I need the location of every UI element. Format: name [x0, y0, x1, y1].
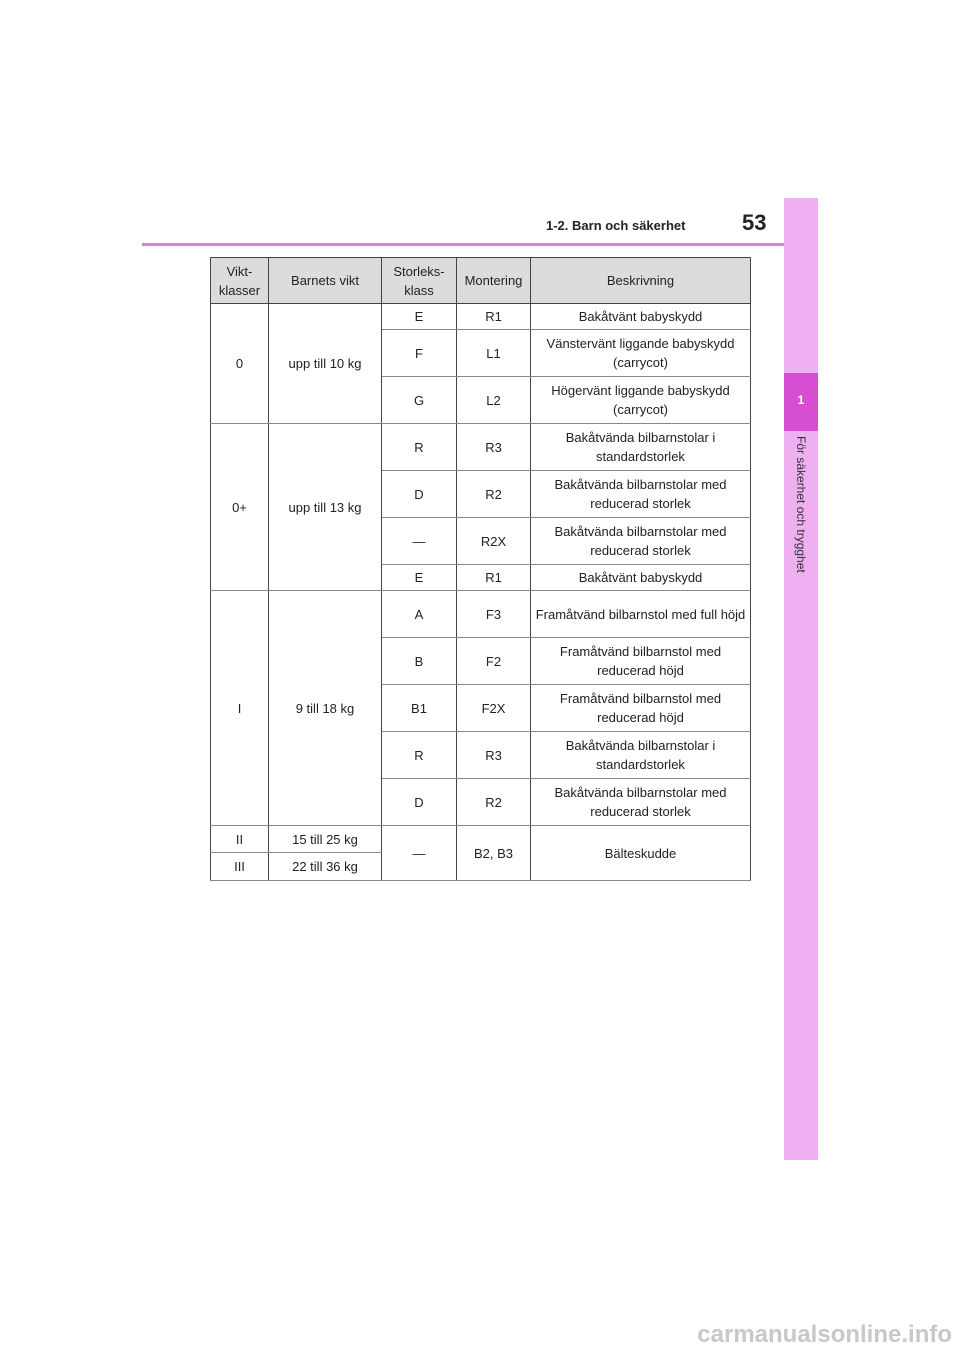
- weight-class-cell: 0: [211, 304, 269, 424]
- table-row: [211, 591, 751, 638]
- chapter-number: 1: [797, 393, 805, 407]
- size-class-cell: R: [382, 732, 457, 779]
- page-number: 53: [742, 210, 767, 235]
- description-cell: Framåtvänd bilbarnstol med reducerad höjd: [531, 638, 751, 685]
- mounting-cell: R3: [457, 732, 531, 779]
- size-class-cell: D: [382, 471, 457, 518]
- description-cell: Bakåtvända bilbarnstolar med reducerad storlek: [531, 471, 751, 518]
- size-class-cell: —: [382, 826, 457, 881]
- size-class-cell: G: [382, 377, 457, 424]
- chapter-label: [787, 436, 808, 573]
- mounting-cell: F2: [457, 638, 531, 685]
- mounting-cell: B2, B3: [457, 826, 531, 881]
- mounting-cell: F2X: [457, 685, 531, 732]
- size-class-cell: B1: [382, 685, 457, 732]
- description-cell: Högervänt liggande babyskydd (carrycot): [531, 377, 751, 424]
- table-row: [211, 826, 751, 853]
- header-rule: [142, 243, 784, 246]
- header-size-class: Storleks- klass: [382, 258, 457, 304]
- mounting-cell: R1: [457, 565, 531, 591]
- description-cell: Bakåtvänt babyskydd: [531, 565, 751, 591]
- weight-class-cell: I: [211, 591, 269, 826]
- child-weight-cell: 9 till 18 kg: [269, 591, 382, 826]
- mounting-cell: R2: [457, 779, 531, 826]
- mounting-cell: L1: [457, 330, 531, 377]
- weight-class-cell: 0+: [211, 424, 269, 591]
- watermark: carmanualsonline.info: [697, 1321, 952, 1348]
- mounting-cell: R1: [457, 304, 531, 330]
- size-class-cell: D: [382, 779, 457, 826]
- mounting-cell: R3: [457, 424, 531, 471]
- weight-class-cell: II: [211, 826, 269, 853]
- description-cell: Framåtvänd bilbarnstol med full höjd: [531, 591, 751, 638]
- child-weight-cell: 22 till 36 kg: [269, 853, 382, 881]
- description-cell: Bakåtvända bilbarnstolar med reducerad storlek: [531, 779, 751, 826]
- table-header-row: [211, 258, 751, 304]
- size-class-cell: R: [382, 424, 457, 471]
- weight-class-cell: III: [211, 853, 269, 881]
- size-class-cell: A: [382, 591, 457, 638]
- description-cell: Framåtvänd bilbarnstol med reducerad höjd: [531, 685, 751, 732]
- header-mounting: Montering: [457, 258, 531, 304]
- chapter-label-text: För säkerhet och trygghet: [794, 436, 808, 573]
- description-cell: Bakåtvända bilbarnstolar i standardstorlek: [531, 732, 751, 779]
- header-child-weight: Barnets vikt: [269, 258, 382, 304]
- child-weight-cell: 15 till 25 kg: [269, 826, 382, 853]
- description-cell: Bakåtvända bilbarnstolar i standardstorlek: [531, 424, 751, 471]
- section-title: 1-2. Barn och säkerhet: [546, 218, 686, 233]
- table-row: [211, 304, 751, 330]
- child-weight-cell: upp till 13 kg: [269, 424, 382, 591]
- size-class-cell: B: [382, 638, 457, 685]
- mounting-cell: L2: [457, 377, 531, 424]
- description-cell: Bälteskudde: [531, 826, 751, 881]
- chapter-side-tab: [784, 198, 818, 1160]
- child-seat-table: [210, 257, 751, 881]
- mounting-cell: R2: [457, 471, 531, 518]
- mounting-cell: R2X: [457, 518, 531, 565]
- header-description: Beskrivning: [531, 258, 751, 304]
- description-cell: Bakåtvända bilbarnstolar med reducerad storlek: [531, 518, 751, 565]
- mounting-cell: F3: [457, 591, 531, 638]
- size-class-cell: E: [382, 565, 457, 591]
- description-cell: Vänstervänt liggande babyskydd (carrycot): [531, 330, 751, 377]
- size-class-cell: —: [382, 518, 457, 565]
- child-weight-cell: upp till 10 kg: [269, 304, 382, 424]
- size-class-cell: F: [382, 330, 457, 377]
- table-row: [211, 424, 751, 471]
- description-cell: Bakåtvänt babyskydd: [531, 304, 751, 330]
- header-weight-class: Vikt- klasser: [211, 258, 269, 304]
- size-class-cell: E: [382, 304, 457, 330]
